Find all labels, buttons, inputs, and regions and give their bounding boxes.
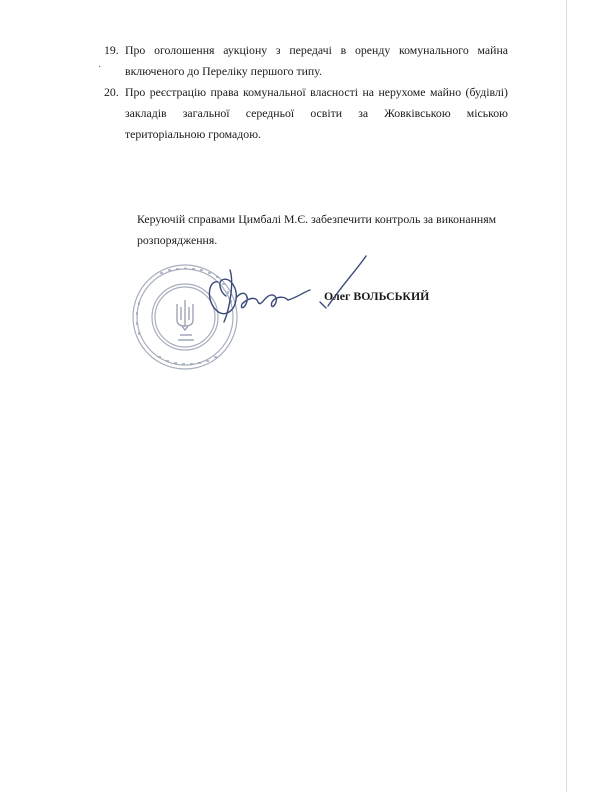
list-item-line: Про оголошення аукціону з передачі в оренду комунального майна <box>125 43 508 57</box>
signer-name: Олег ВОЛЬСЬКИЙ <box>324 289 430 303</box>
list-item-number: 20. <box>104 85 119 99</box>
list-item-continuation: включеного до Переліку першого типу. <box>125 64 322 78</box>
list-item-number: 19. <box>104 43 119 57</box>
list-item <box>104 82 508 145</box>
list-item-continuation: закладів загальної середньої освіти за Жовківською міською територіальною громадою. <box>125 106 508 141</box>
scan-mark: · <box>98 62 102 73</box>
list-item-text <box>104 82 508 145</box>
page-edge-line <box>566 0 567 792</box>
signature-block <box>130 252 450 382</box>
list-item <box>104 40 508 82</box>
list-item-line: Про реєстрацію права комунальної власності на нерухоме майно (будівлі) <box>125 85 508 99</box>
list-item-text <box>104 40 508 82</box>
control-instruction: Керуючій справами Цимбалі М.Є. забезпечити контроль за виконанням розпорядження. <box>137 211 497 247</box>
resolution-list <box>104 40 508 145</box>
